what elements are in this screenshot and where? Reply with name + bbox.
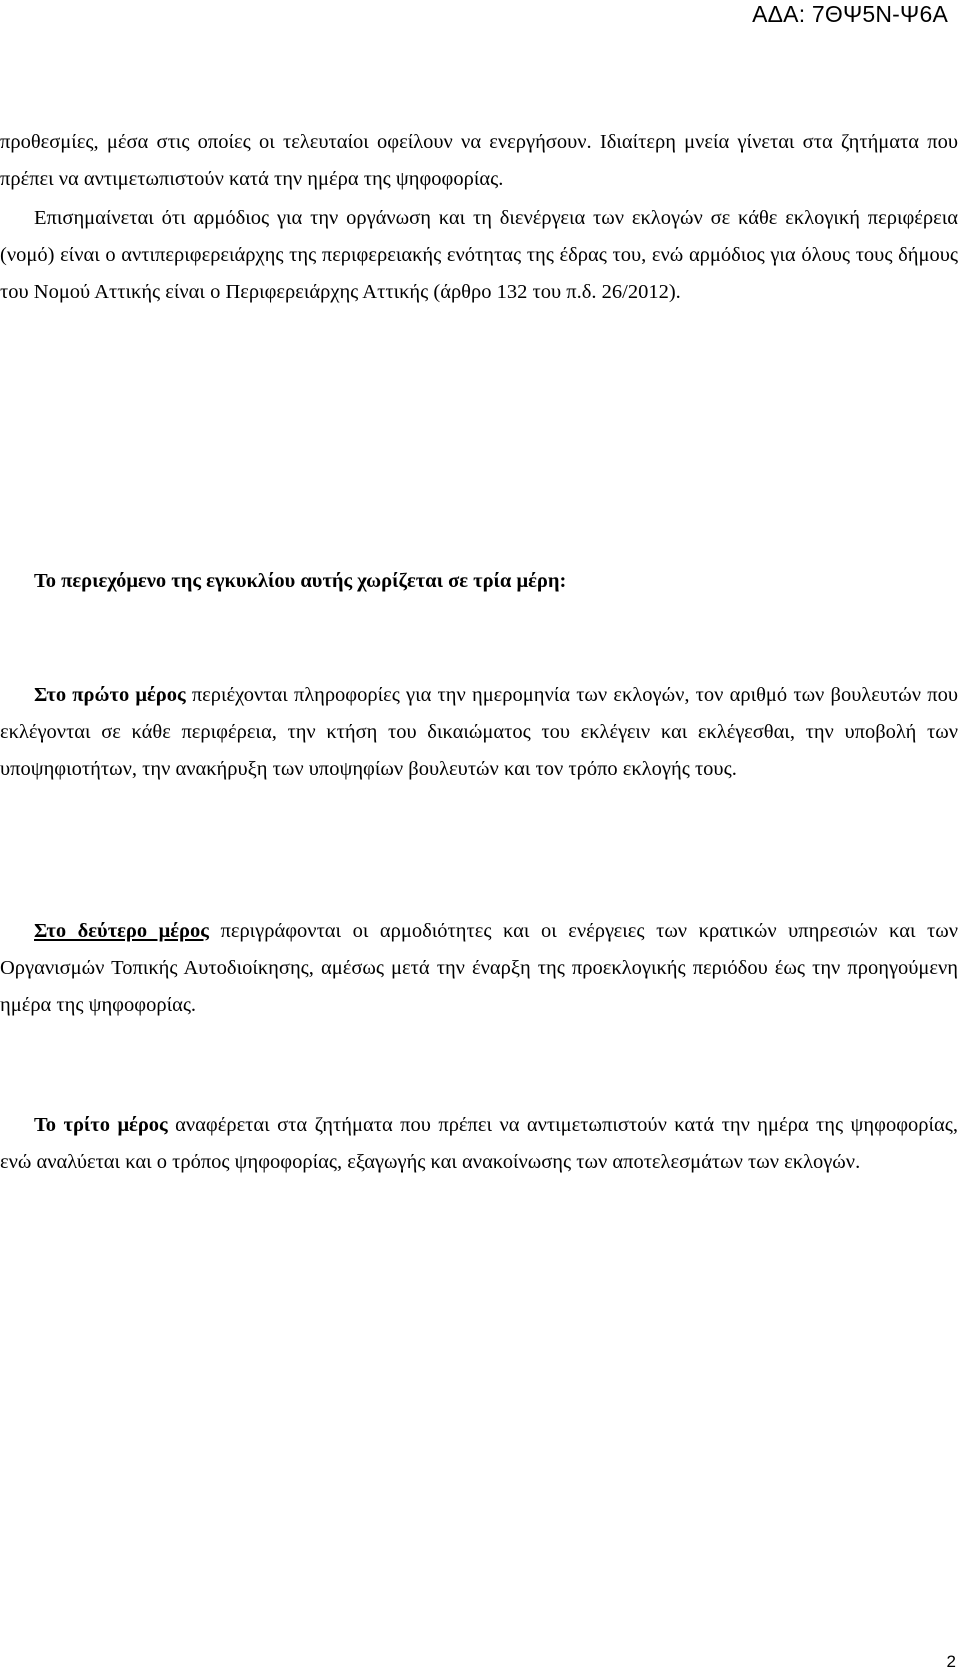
ada-code: ΑΔΑ: 7ΘΨ5Ν-Ψ6Α: [752, 1, 948, 27]
paragraph-part-three: [0, 1107, 958, 1181]
part-one-text: περιέχονται πληροφορίες για την ημερομηνία των εκλογών, τον αριθμό των βουλευτών που εκλέγονται σε κάθε περιφέρεια, την κτήση του δικαιώματος του εκλέγειν και εκλέγεσθαι, την υποβολή των υποψηφιοτήτων, την ανακήρυξη των υποψηφίων βουλευτών και τον τρόπο εκλογής τους.: [0, 684, 958, 780]
part-three-label: Το τρίτο μέρος: [34, 1114, 168, 1136]
paragraph-deadlines: προθεσμίες, μέσα στις οποίες οι τελευταίοι οφείλουν να ενεργήσουν. Ιδιαίτερη μνεία γίνεται στα ζητήματα που πρέπει να αντιμετωπιστούν κατά την ημέρα της ψηφοφορίας.: [0, 131, 958, 190]
part-three-text: αναφέρεται στα ζητήματα που πρέπει να αντιμετωπιστούν κατά την ημέρα της ψηφοφορίας, ενώ αναλύεται και ο τρόπος ψηφοφορίας, εξαγωγής και ανακοίνωσης των αποτελεσμάτων των εκλογών.: [0, 1114, 959, 1173]
part-one-label: Στο πρώτο μέρος: [34, 684, 186, 706]
part-two-label: Στο δεύτερο μέρος: [34, 920, 209, 942]
part-two-text: περιγράφονται οι αρμοδιότητες και οι ενέργειες των κρατικών υπηρεσιών και των Οργανισμών Τοπικής Αυτοδιοίκησης, αμέσως μετά την έναρξη της προεκλογικής περιόδου έως την προηγούμενη ημέρα της ψηφοφορίας.: [0, 920, 959, 1016]
page-number: 2: [946, 1652, 956, 1671]
paragraph-part-two: [0, 913, 958, 1024]
paragraph-part-one: [0, 677, 958, 788]
paragraph-responsibility: Επισημαίνεται ότι αρμόδιος για την οργάνωση και τη διενέργεια των εκλογών σε κάθε εκλογική περιφέρεια (νομό) είναι ο αντιπεριφερειάρχης της περιφερειακής ενότητας της έδρας του, ενώ αρμόδιος για όλους τους δήμους του Νομού Αττικής είναι ο Περιφερειάρχης Αττικής (άρθρο 132 του π.δ. 26/2012).: [0, 207, 958, 303]
section-intro-heading: Το περιεχόμενο της εγκυκλίου αυτής χωρίζεται σε τρία μέρη:: [34, 570, 567, 592]
